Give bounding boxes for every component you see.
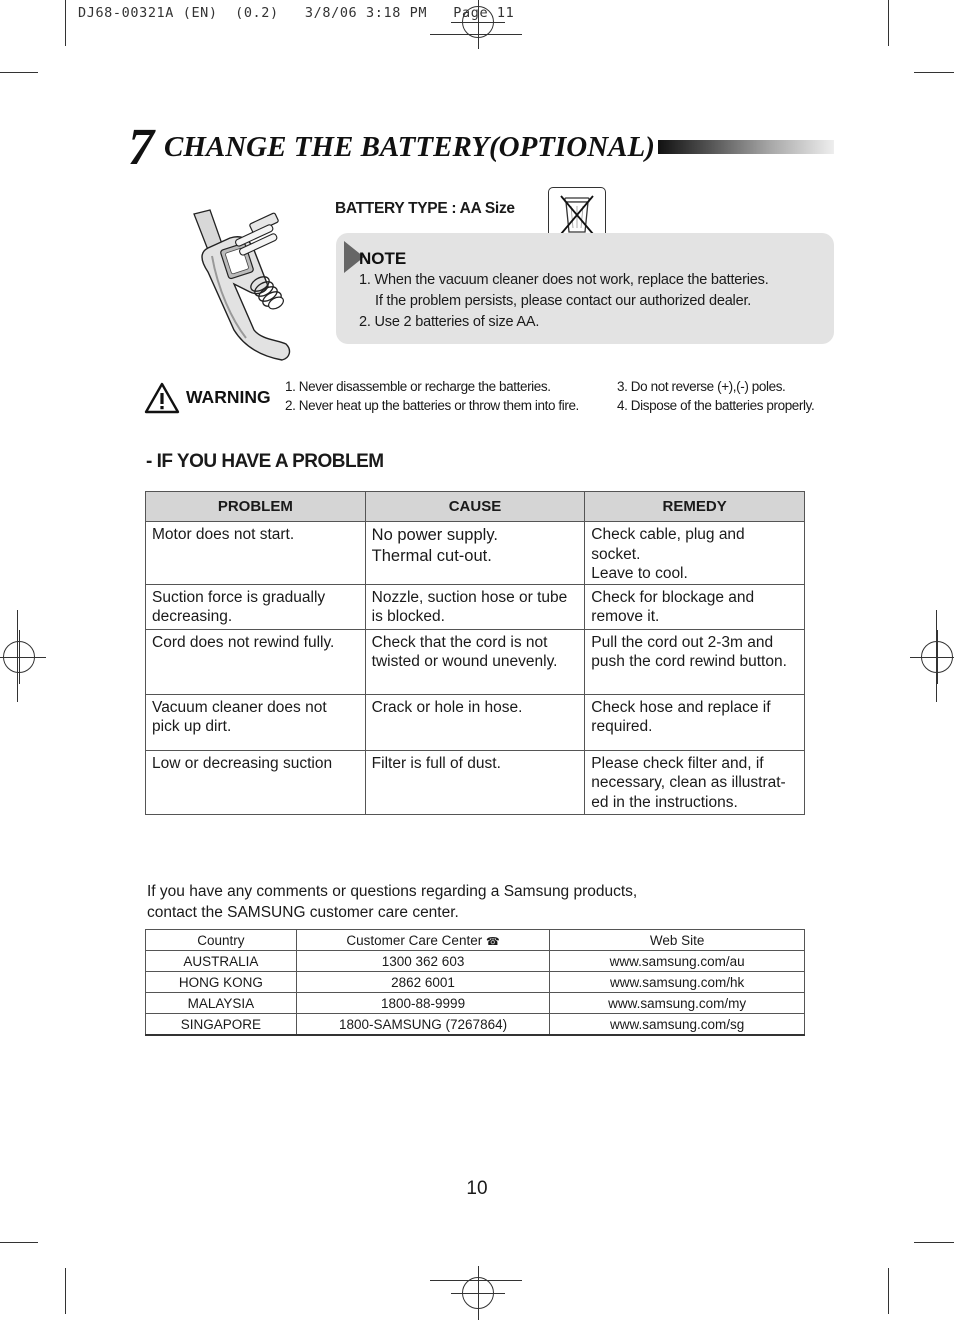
note-line-2: If the problem persists, please contact our authorized dealer. bbox=[375, 293, 752, 309]
problem-heading: - IF YOU HAVE A PROBLEM bbox=[146, 451, 384, 472]
header-country: Country bbox=[146, 930, 297, 951]
table-row bbox=[146, 584, 805, 629]
title-gradient-bar bbox=[658, 140, 834, 154]
phone-cell: 1300 362 603 bbox=[296, 951, 550, 972]
registration-mark-right bbox=[921, 641, 953, 673]
problem-cell: Cord does not rewind fully. bbox=[146, 629, 366, 694]
registration-mark-left bbox=[3, 641, 35, 673]
section-number: 7 bbox=[128, 119, 154, 176]
print-header: DJ68-00321A (EN) (0.2) 3/8/06 3:18 PM Page 11 bbox=[78, 5, 515, 21]
problem-cell: Vacuum cleaner does not pick up dirt. bbox=[146, 694, 366, 750]
registration-mark-bottom bbox=[462, 1277, 494, 1309]
contact-intro: If you have any comments or questions regarding a Samsung products, contact the SAMSUNG customer care center. bbox=[147, 883, 638, 921]
cause-cell: Crack or hole in hose. bbox=[365, 694, 585, 750]
table-row bbox=[146, 522, 805, 585]
remedy-cell: Please check filter and, if necessary, clean as illustrat- ed in the instructions. bbox=[585, 750, 805, 814]
country-cell: SINGAPORE bbox=[146, 1014, 297, 1036]
remedy-cell: Check cable, plug and socket. Leave to cool. bbox=[585, 522, 805, 585]
cause-cell: No power supply. Thermal cut-out. bbox=[365, 522, 585, 585]
table-row bbox=[146, 1014, 805, 1036]
country-cell: AUSTRALIA bbox=[146, 951, 297, 972]
phone-cell: 1800-SAMSUNG (7267864) bbox=[296, 1014, 550, 1036]
remedy-cell: Check hose and replace if required. bbox=[585, 694, 805, 750]
header-problem: PROBLEM bbox=[146, 492, 366, 522]
website-link[interactable]: www.samsung.com/my bbox=[550, 993, 805, 1014]
website-link[interactable]: www.samsung.com/au bbox=[550, 951, 805, 972]
cause-cell: Filter is full of dust. bbox=[365, 750, 585, 814]
website-link[interactable]: www.samsung.com/hk bbox=[550, 972, 805, 993]
note-line-3: 2. Use 2 batteries of size AA. bbox=[359, 314, 540, 330]
phone-cell: 2862 6001 bbox=[296, 972, 550, 993]
problem-cell: Suction force is gradually decreasing. bbox=[146, 584, 366, 629]
table-row bbox=[146, 750, 805, 814]
warning-item-2: 2. Never heat up the batteries or throw them into fire. bbox=[285, 398, 579, 413]
table-row bbox=[146, 951, 805, 972]
header-remedy: REMEDY bbox=[585, 492, 805, 522]
header-cause: CAUSE bbox=[365, 492, 585, 522]
country-cell: MALAYSIA bbox=[146, 993, 297, 1014]
page-number: 10 bbox=[466, 1178, 488, 1199]
warning-label: WARNING bbox=[186, 387, 271, 407]
country-cell: HONG KONG bbox=[146, 972, 297, 993]
troubleshooting-table bbox=[145, 491, 805, 815]
table-row bbox=[146, 993, 805, 1014]
handle-battery-illustration bbox=[188, 200, 298, 365]
warning-item-1: 1. Never disassemble or recharge the batteries. bbox=[285, 379, 551, 394]
header-website: Web Site bbox=[550, 930, 805, 951]
registration-mark-top bbox=[462, 6, 494, 38]
remedy-cell: Pull the cord out 2-3m and push the cord rewind button. bbox=[585, 629, 805, 694]
note-line-1: 1. When the vacuum cleaner does not work, replace the batteries. bbox=[359, 272, 769, 288]
phone-cell: 1800-88-9999 bbox=[296, 993, 550, 1014]
customer-care-table bbox=[145, 929, 805, 1036]
table-header-row bbox=[146, 492, 805, 522]
warning-item-4: 4. Dispose of the batteries properly. bbox=[617, 398, 815, 413]
cause-cell: Check that the cord is not twisted or wound unevenly. bbox=[365, 629, 585, 694]
table-row bbox=[146, 694, 805, 750]
header-customer-care: Customer Care Center ☎ bbox=[296, 930, 550, 951]
problem-cell: Motor does not start. bbox=[146, 522, 366, 585]
warning-triangle-icon bbox=[144, 382, 180, 414]
warning-item-3: 3. Do not reverse (+),(-) poles. bbox=[617, 379, 786, 394]
website-link[interactable]: www.samsung.com/sg bbox=[550, 1014, 805, 1036]
cause-cell: Nozzle, suction hose or tube is blocked. bbox=[365, 584, 585, 629]
table-row bbox=[146, 972, 805, 993]
battery-type: BATTERY TYPE : AA Size bbox=[335, 200, 515, 217]
table-header-row bbox=[146, 930, 805, 951]
phone-icon: ☎ bbox=[485, 935, 500, 948]
remedy-cell: Check for blockage and remove it. bbox=[585, 584, 805, 629]
problem-cell: Low or decreasing suction bbox=[146, 750, 366, 814]
section-title: CHANGE THE BATTERY(OPTIONAL) bbox=[164, 131, 655, 163]
note-label: NOTE bbox=[359, 249, 407, 268]
table-row bbox=[146, 629, 805, 694]
